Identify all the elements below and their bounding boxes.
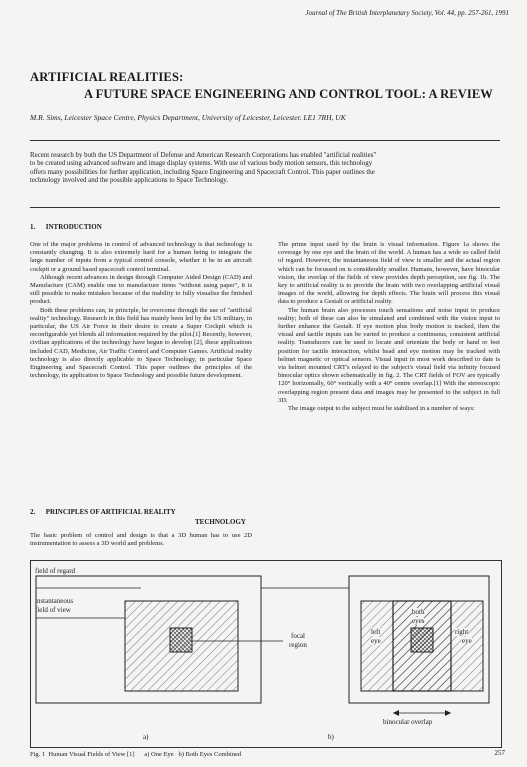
author-affiliation: M.R. Sims, Leicester Space Centre, Physics Department, University of Leicester, Leicester. LE1 7RH, UK (30, 113, 346, 122)
left-paragraph: Although recent advances in design through Computer Aided Design (CAD) and Manufacture (CAM) enable one to manufacture items "without using paper", it is still possible to make mistakes because of the inability to fully visualise the finished product. (30, 273, 252, 306)
abstract (30, 152, 500, 186)
journal-citation: Journal of The British Interplanetary Society, Vol. 44, pp. 257-261, 1991 (305, 9, 509, 17)
instantaneous-label-2: field of view (35, 606, 71, 614)
abstract-line: to be created using advanced software and image display systems. With use of various body motion sensors, this technology (30, 160, 373, 168)
section-2-heading-cont: TECHNOLOGY (195, 518, 246, 526)
section-1-heading: 1. INTRODUCTION (30, 223, 102, 231)
right-column (278, 241, 500, 413)
overlap-arrowhead-left (393, 710, 399, 716)
left-eye-label-2: eye (371, 637, 381, 645)
binocular-overlap-label: binocular overlap (383, 718, 433, 726)
abstract-line: technology involved and the possible applications to Space Technology. (30, 177, 229, 185)
abstract-line: Recent research by both the US Department of Defense and American Research Corporations has enabled "artificial realities" (30, 152, 377, 159)
figure-1 (30, 560, 502, 748)
both-eyes-label-1: both (412, 608, 425, 616)
abstract-bottom-rule (30, 207, 500, 208)
abstract-top-rule (30, 140, 500, 141)
figure-label-b: b) (328, 733, 334, 741)
section-2-heading: 2. PRINCIPLES OF ARTIFICIAL REALITY (30, 508, 176, 516)
right-eye-label-1: right (455, 628, 469, 636)
abstract-line: offers many possibilities for further application, including Space Engineering and Spacecraft Control. This paper outlines the (30, 168, 375, 176)
title-line-2: A FUTURE SPACE ENGINEERING AND CONTROL TOOL: A REVIEW (84, 87, 493, 101)
title-line-1: ARTIFICIAL REALITIES: (30, 70, 184, 84)
left-paragraph: Both these problems can, in principle, be overcome through the use of "artificial reality" technology. Research in this field has mainly been led by the US military, in particular, the US Air Force in their desire to create a Super Cockpit which is reconfigurable yet blends all information required by the pilot.[1] Recently, however, civilian applications of the technology have begun to develop [2], these applications included CAD, Medicine, Air Traffic Control and Computer Games. Artificial reality technology is also directly applicable to Space Technology, in particular Space Engineering and Spacecraft Control. This paper outlines the principles of the technology, its application to Space Technology and possible future development. (30, 306, 252, 380)
instantaneous-label-1: instantaneous (35, 597, 74, 605)
right-paragraph: The human brain also processes touch sensations and noise input to produce reality; both of these can also be simulated and combined with the vision input to further enhance the Gestalt. If eye motion plus body motion is tracked, then the visual and tactile inputs can be varied to produce a continuous, consistent artificial reality. Transducers can be used to locate and orientate the body or hand or feet position for tactile interaction, whilst head and eye motion may be tracked with helmet magnetic or optical sensors. Visual input in most work described to date is via helmet mounted CRT's relayed to the subject's visual field via infinity focused binocular optics shown schematically in fig. 2. The CRT fields of FOV are typically 120° horizontally, 60° vertically with a 40° centre overlap.[1] With the stereoscopic overlapping region present data and images may be presented to the subject in full 3D. (278, 306, 500, 404)
page-number: 257 (494, 749, 505, 757)
overlap-arrowhead-right (445, 710, 451, 716)
left-paragraph: One of the major problems in control of advanced technology is that technology is constantly changing. It is also extremely hard for a human being to integrate the large number of inputs from a typical control console, whether it be in an aircraft cockpit or a ground based spacecraft control terminal. (30, 241, 252, 273)
focal-region-box (170, 628, 192, 652)
focal-label-2: region (289, 641, 307, 649)
right-paragraph: The prime input used by the brain is visual information. Figure 1a shows the coverage by one eye and the brain of the world. A human has a wide so called field of regard. However, the instantaneous field of view is smaller and the actual region which can be focussed on is considerably smaller. Humans, however, have binocular vision, the overlap of the fields of view provides depth perception, see fig. 1b. The key to artificial reality is to provide the brain with two overlapping artificial visual images of the world, allowing for depth effects. The brain will process this visual data to produce a Gestalt or artificial reality. (278, 241, 500, 306)
right-eye-label-2: eye (462, 637, 472, 645)
figure-label-a: a) (143, 733, 149, 741)
both-eyes-label-2: eyes (412, 617, 425, 625)
section-2-text: The basic problem of control and design is that a 3D human has to use 2D instrumentation to assess a 3D world and problems. (30, 532, 252, 548)
left-column (30, 241, 252, 380)
field-of-regard-label: field of regard (35, 567, 76, 575)
figure-caption: Fig. 1 Human Visual Fields of View [1] a) One Eye b) Both Eyes Combined (30, 751, 242, 758)
focal-region-box-b (411, 628, 433, 652)
left-eye-label-1: left (371, 628, 381, 636)
focal-label-1: focal (291, 632, 305, 640)
right-paragraph: The image output to the subject must be stabilised in a number of ways: (288, 405, 475, 413)
